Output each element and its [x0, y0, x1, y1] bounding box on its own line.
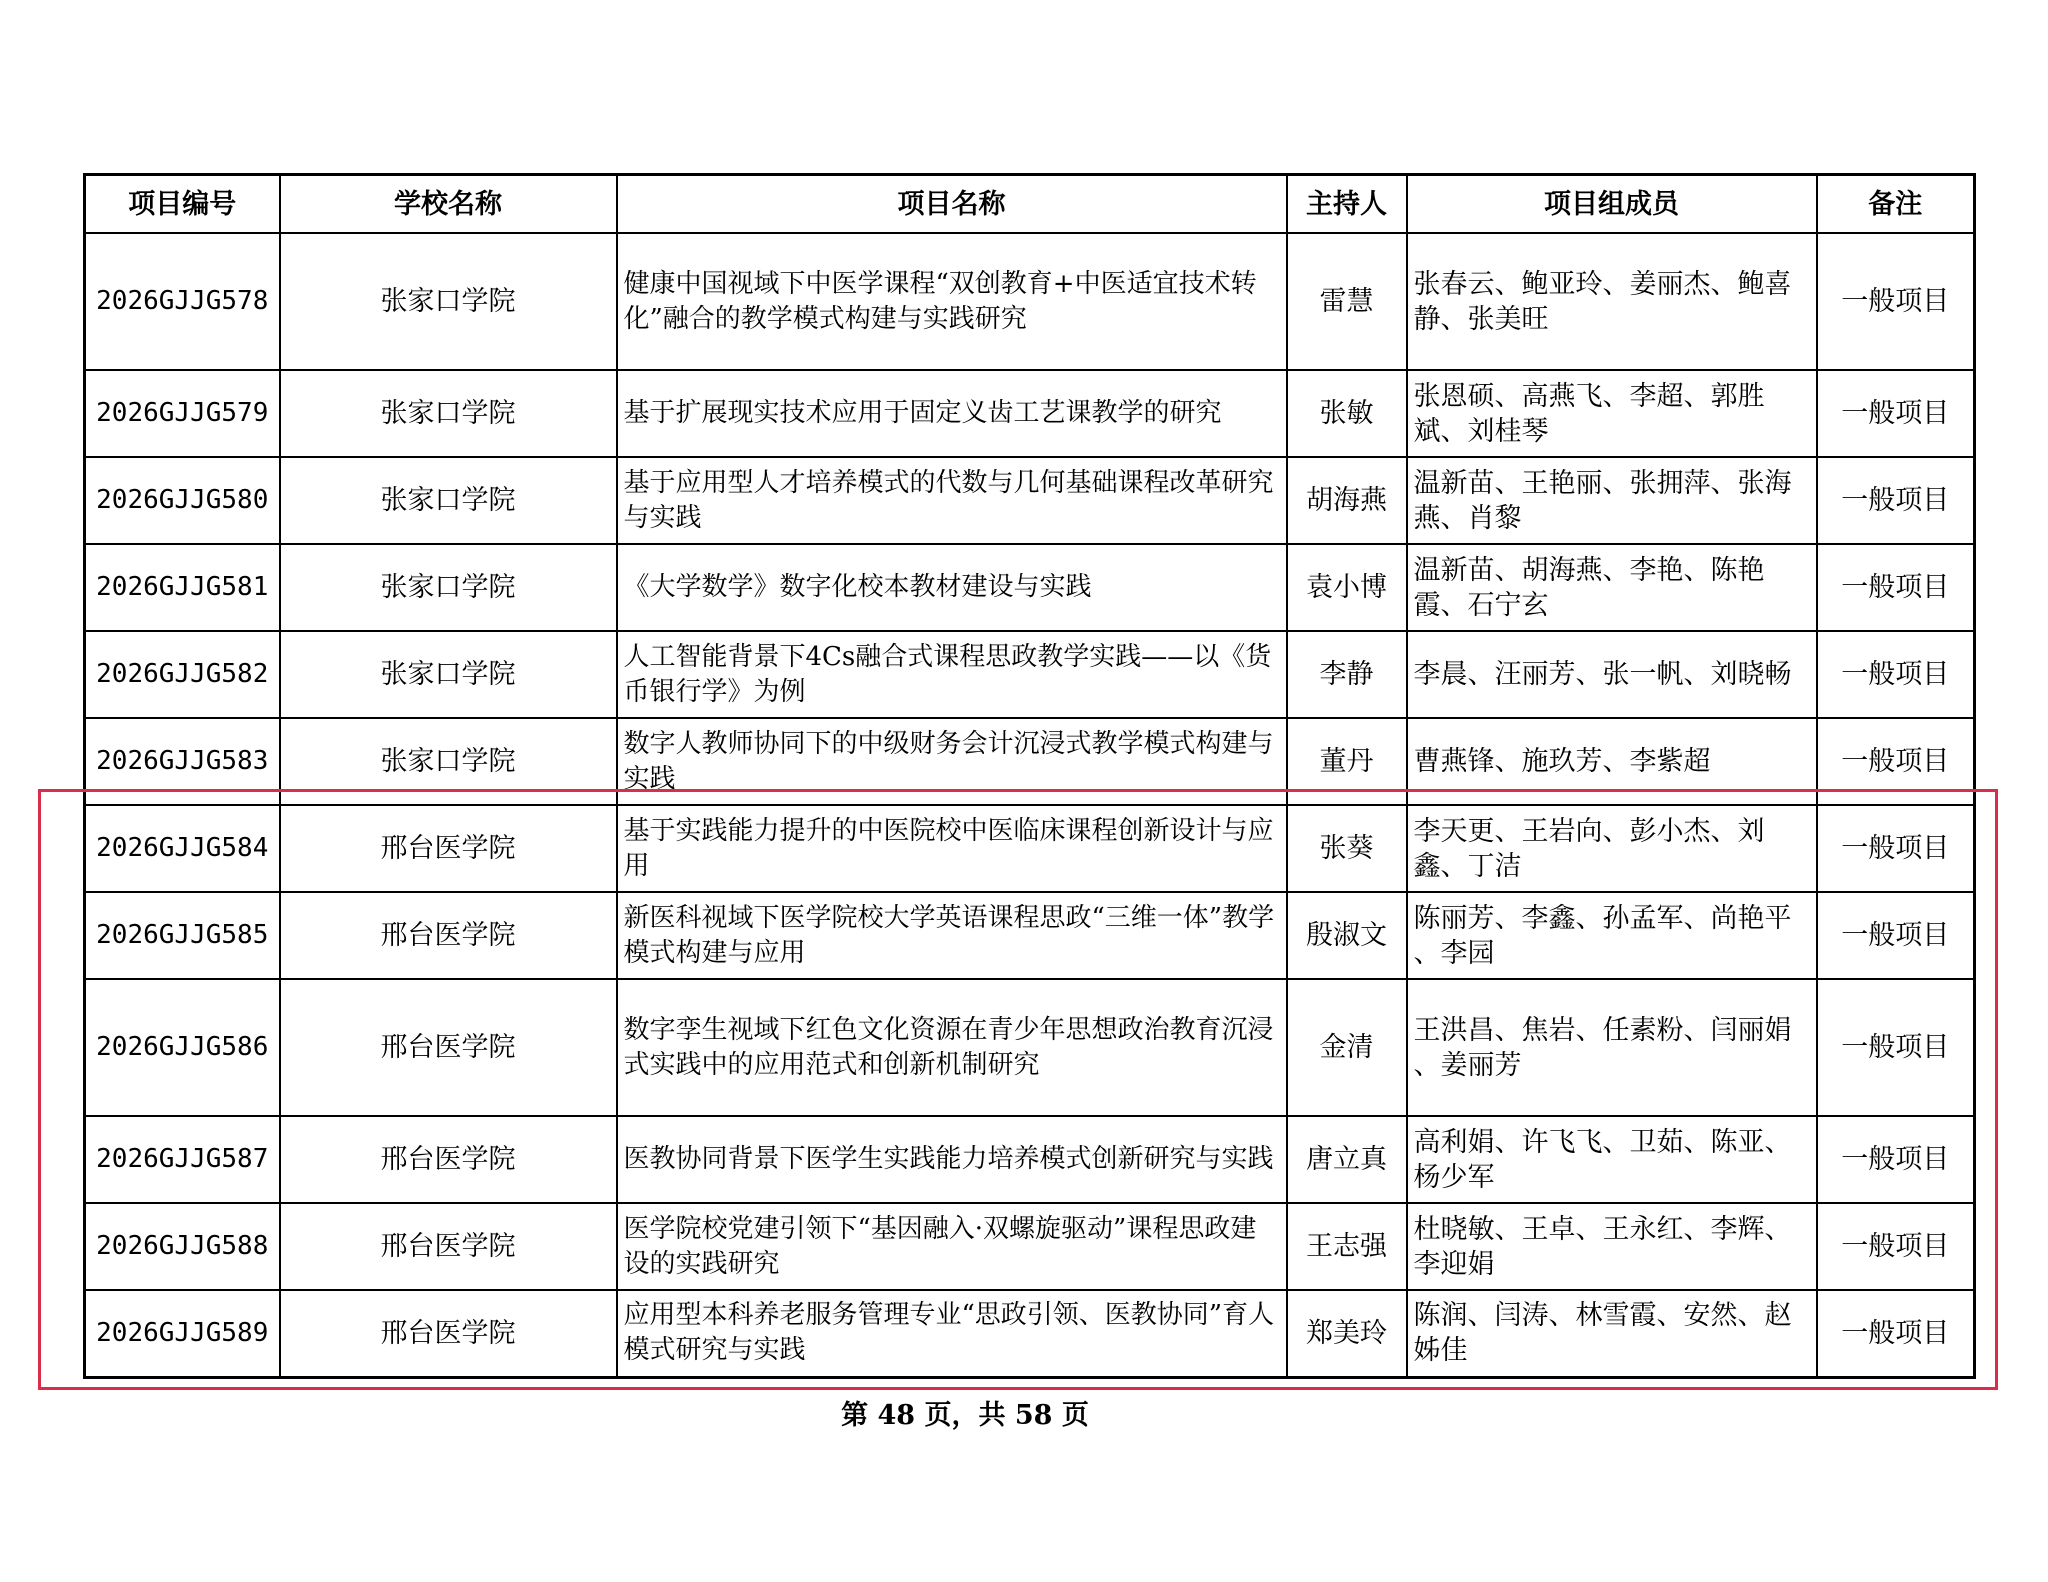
- project-name-cell: 数字孪生视域下红色文化资源在青少年思想政治教育沉浸式实践中的应用范式和创新机制研究: [617, 979, 1287, 1116]
- project-id-cell: 2026GJJG587: [85, 1116, 280, 1203]
- table-row: [85, 805, 1975, 892]
- header-project-id: 项目编号: [85, 175, 280, 234]
- host-cell: 郑美玲: [1287, 1290, 1407, 1377]
- host-cell: 董丹: [1287, 718, 1407, 805]
- table-row: [85, 370, 1975, 457]
- school-name-cell: 邢台医学院: [280, 892, 617, 979]
- school-name-cell: 邢台医学院: [280, 1116, 617, 1203]
- project-id-cell: 2026GJJG579: [85, 370, 280, 457]
- school-name-cell: 邢台医学院: [280, 805, 617, 892]
- members-cell: 李晨、汪丽芳、张一帆、刘晓畅: [1407, 631, 1817, 718]
- project-id-cell: 2026GJJG578: [85, 233, 280, 370]
- remarks-cell: 一般项目: [1817, 1203, 1975, 1290]
- project-id-cell: 2026GJJG588: [85, 1203, 280, 1290]
- remarks-cell: 一般项目: [1817, 1290, 1975, 1377]
- project-name-cell: 健康中国视域下中医学课程“双创教育+中医适宜技术转化”融合的教学模式构建与实践研究: [617, 233, 1287, 370]
- members-cell: 陈丽芳、李鑫、孙孟军、尚艳平 、李园: [1407, 892, 1817, 979]
- project-name-cell: 基于实践能力提升的中医院校中医临床课程创新设计与应用: [617, 805, 1287, 892]
- table-row: [85, 631, 1975, 718]
- host-cell: 殷淑文: [1287, 892, 1407, 979]
- host-cell: 雷慧: [1287, 233, 1407, 370]
- table-row: [85, 457, 1975, 544]
- school-name-cell: 邢台医学院: [280, 1290, 617, 1377]
- host-cell: 金清: [1287, 979, 1407, 1116]
- members-cell: 曹燕锋、施玖芳、李紫超: [1407, 718, 1817, 805]
- members-cell: 陈润、闫涛、林雪霞、安然、赵姊佳: [1407, 1290, 1817, 1377]
- project-name-cell: 医学院校党建引领下“基因融入·双螺旋驱动”课程思政建设的实践研究: [617, 1203, 1287, 1290]
- table-row: [85, 1116, 1975, 1203]
- project-id-cell: 2026GJJG584: [85, 805, 280, 892]
- members-cell: 杜晓敏、王卓、王永红、李辉、李迎娟: [1407, 1203, 1817, 1290]
- project-id-cell: 2026GJJG580: [85, 457, 280, 544]
- project-id-cell: 2026GJJG583: [85, 718, 280, 805]
- table-row: [85, 892, 1975, 979]
- remarks-cell: 一般项目: [1817, 457, 1975, 544]
- project-name-cell: 新医科视域下医学院校大学英语课程思政“三维一体”教学模式构建与应用: [617, 892, 1287, 979]
- host-cell: 张葵: [1287, 805, 1407, 892]
- host-cell: 唐立真: [1287, 1116, 1407, 1203]
- remarks-cell: 一般项目: [1817, 979, 1975, 1116]
- project-id-cell: 2026GJJG585: [85, 892, 280, 979]
- remarks-cell: 一般项目: [1817, 631, 1975, 718]
- members-cell: 高利娟、许飞飞、卫茹、陈亚、 杨少军: [1407, 1116, 1817, 1203]
- table-row: [85, 544, 1975, 631]
- school-name-cell: 张家口学院: [280, 233, 617, 370]
- members-cell: 王洪昌、焦岩、任素粉、闫丽娟 、姜丽芳: [1407, 979, 1817, 1116]
- remarks-cell: 一般项目: [1817, 544, 1975, 631]
- school-name-cell: 邢台医学院: [280, 1203, 617, 1290]
- host-cell: 袁小博: [1287, 544, 1407, 631]
- members-cell: 温新苗、王艳丽、张拥萍、张海燕、肖黎: [1407, 457, 1817, 544]
- project-name-cell: 《大学数学》数字化校本教材建设与实践: [617, 544, 1287, 631]
- table-row: [85, 233, 1975, 370]
- project-name-cell: 基于应用型人才培养模式的代数与几何基础课程改革研究与实践: [617, 457, 1287, 544]
- host-cell: 胡海燕: [1287, 457, 1407, 544]
- host-cell: 张敏: [1287, 370, 1407, 457]
- table-row: [85, 718, 1975, 805]
- school-name-cell: 邢台医学院: [280, 979, 617, 1116]
- project-name-cell: 医教协同背景下医学生实践能力培养模式创新研究与实践: [617, 1116, 1287, 1203]
- school-name-cell: 张家口学院: [280, 457, 617, 544]
- remarks-cell: 一般项目: [1817, 1116, 1975, 1203]
- host-cell: 李静: [1287, 631, 1407, 718]
- host-cell: 王志强: [1287, 1203, 1407, 1290]
- school-name-cell: 张家口学院: [280, 718, 617, 805]
- members-cell: 李天更、王岩向、彭小杰、刘鑫、丁洁: [1407, 805, 1817, 892]
- table-header-row: [85, 175, 1975, 234]
- members-cell: 温新苗、胡海燕、李艳、陈艳霞、石宁玄: [1407, 544, 1817, 631]
- table-row: [85, 1203, 1975, 1290]
- header-school-name: 学校名称: [280, 175, 617, 234]
- header-host: 主持人: [1287, 175, 1407, 234]
- remarks-cell: 一般项目: [1817, 233, 1975, 370]
- page-number: 第 48 页，共 58 页: [841, 1400, 1089, 1431]
- project-id-cell: 2026GJJG581: [85, 544, 280, 631]
- project-name-cell: 人工智能背景下4Cs融合式课程思政教学实践——以《货币银行学》为例: [617, 631, 1287, 718]
- project-name-cell: 数字人教师协同下的中级财务会计沉浸式教学模式构建与实践: [617, 718, 1287, 805]
- members-cell: 张恩硕、高燕飞、李超、郭胜斌、刘桂琴: [1407, 370, 1817, 457]
- header-remarks: 备注: [1817, 175, 1975, 234]
- header-project-name: 项目名称: [617, 175, 1287, 234]
- members-cell: 张春云、鲍亚玲、姜丽杰、鲍喜静、张美旺: [1407, 233, 1817, 370]
- remarks-cell: 一般项目: [1817, 718, 1975, 805]
- project-id-cell: 2026GJJG589: [85, 1290, 280, 1377]
- project-name-cell: 应用型本科养老服务管理专业“思政引领、医教协同”育人模式研究与实践: [617, 1290, 1287, 1377]
- projects-table: [83, 173, 1976, 1379]
- table-row: [85, 1290, 1975, 1377]
- school-name-cell: 张家口学院: [280, 631, 617, 718]
- remarks-cell: 一般项目: [1817, 370, 1975, 457]
- remarks-cell: 一般项目: [1817, 892, 1975, 979]
- header-members: 项目组成员: [1407, 175, 1817, 234]
- school-name-cell: 张家口学院: [280, 370, 617, 457]
- project-id-cell: 2026GJJG582: [85, 631, 280, 718]
- project-name-cell: 基于扩展现实技术应用于固定义齿工艺课教学的研究: [617, 370, 1287, 457]
- project-id-cell: 2026GJJG586: [85, 979, 280, 1116]
- remarks-cell: 一般项目: [1817, 805, 1975, 892]
- school-name-cell: 张家口学院: [280, 544, 617, 631]
- table-row: [85, 979, 1975, 1116]
